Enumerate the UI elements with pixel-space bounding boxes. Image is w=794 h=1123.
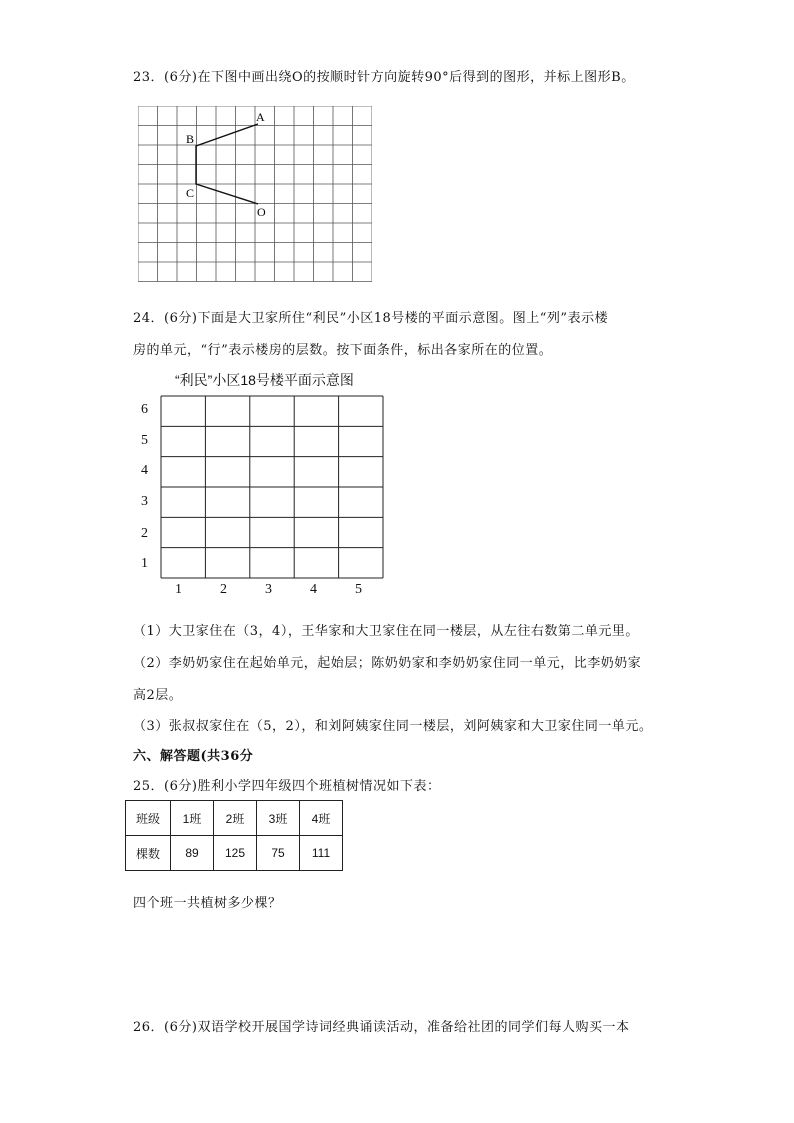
y-label-5: 5 bbox=[141, 433, 148, 448]
section-heading: 六、解答题(共36分 bbox=[133, 749, 254, 764]
y-label-2: 2 bbox=[141, 526, 148, 541]
table-row bbox=[126, 801, 343, 836]
q25-text: 25．(6分)胜利小学四年级四个班植树情况如下表： bbox=[133, 779, 441, 794]
y-label-3: 3 bbox=[141, 494, 148, 509]
label-a: A bbox=[256, 110, 265, 124]
q24-cond3: （3）张叔叔家住在（5，2），和刘阿姨家住同一楼层，刘阿姨家和大卫家住同一单元。 bbox=[133, 719, 653, 734]
q25-question: 四个班一共植树多少棵？ bbox=[133, 896, 282, 911]
table-row bbox=[126, 836, 343, 871]
table-cell: 3班 bbox=[257, 801, 300, 836]
trees-table bbox=[125, 800, 343, 871]
y-label-6: 6 bbox=[141, 402, 148, 417]
q23-text: 23．(6分)在下图中画出绕O的按顺时针方向旋转90°后得到的图形，并标上图形B。 bbox=[133, 70, 635, 85]
x-label-4: 4 bbox=[310, 582, 317, 597]
building-grid bbox=[160, 395, 384, 579]
x-label-2: 2 bbox=[220, 582, 227, 597]
figure-outline bbox=[196, 124, 258, 204]
chart-title: “利民”小区18号楼平面示意图 bbox=[175, 372, 354, 388]
q24-line1: 24．(6分)下面是大卫家所住“利民”小区18号楼的平面示意图。图上“列”表示楼 bbox=[133, 311, 609, 326]
q24-cond1: （1）大卫家住在（3，4），王华家和大卫家住在同一楼层，从左往右数第二单元里。 bbox=[133, 624, 639, 639]
q24-cond2a: （2）李奶奶家住在起始单元，起始层；陈奶奶家和李奶奶家住同一单元，比李奶奶家 bbox=[133, 656, 642, 671]
x-label-1: 1 bbox=[175, 582, 182, 597]
table-cell: 111 bbox=[300, 836, 343, 871]
table-cell: 2班 bbox=[214, 801, 257, 836]
label-b: B bbox=[186, 132, 195, 146]
x-label-3: 3 bbox=[265, 582, 272, 597]
x-label-5: 5 bbox=[355, 582, 362, 597]
table-cell: 1班 bbox=[171, 801, 214, 836]
table-cell: 棵数 bbox=[126, 836, 171, 871]
table-cell: 75 bbox=[257, 836, 300, 871]
q24-cond2b: 高2层。 bbox=[133, 688, 183, 703]
y-label-1: 1 bbox=[141, 556, 148, 571]
table-cell: 125 bbox=[214, 836, 257, 871]
label-c: C bbox=[186, 186, 195, 200]
q26-text: 26．(6分)双语学校开展国学诗词经典诵读活动，准备给社团的同学们每人购买一本 bbox=[133, 1020, 630, 1035]
label-o: O bbox=[257, 205, 266, 219]
table-cell: 89 bbox=[171, 836, 214, 871]
rotation-grid bbox=[138, 106, 372, 286]
table-cell: 4班 bbox=[300, 801, 343, 836]
y-label-4: 4 bbox=[141, 463, 148, 478]
table-cell: 班级 bbox=[126, 801, 171, 836]
q24-line2: 房的单元，“行”表示楼房的层数。按下面条件，标出各家所在的位置。 bbox=[133, 343, 553, 358]
